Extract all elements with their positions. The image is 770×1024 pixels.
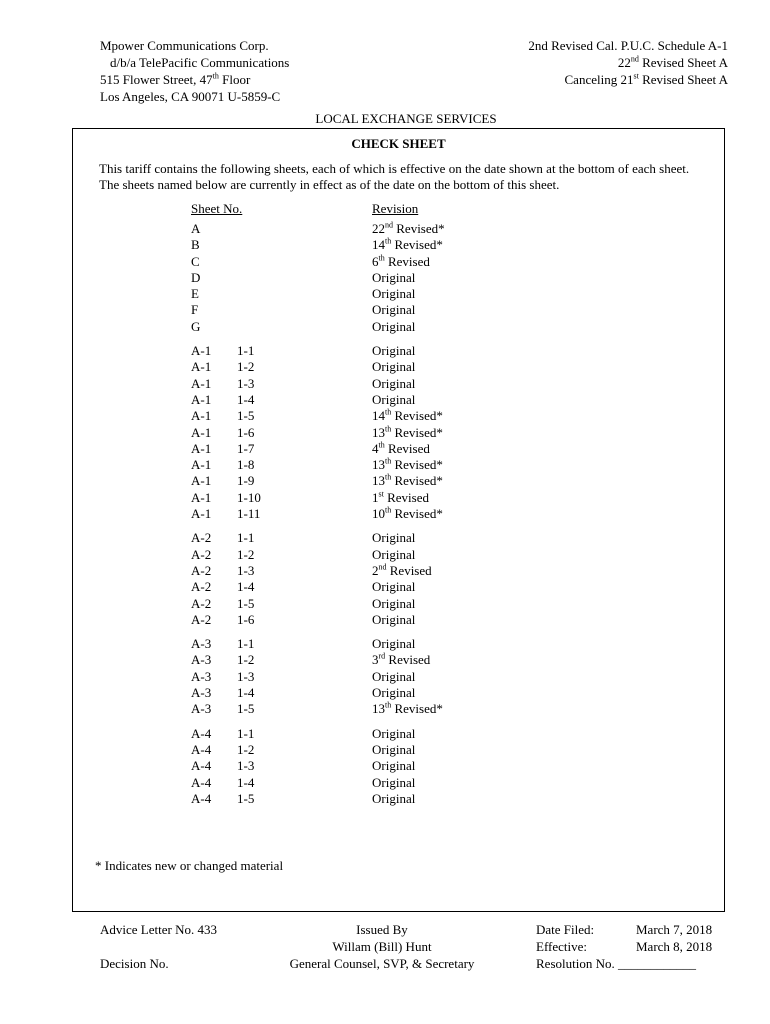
page-no: 1-5 (237, 701, 255, 717)
revision (372, 685, 415, 701)
revision-text: Original (372, 758, 416, 774)
revision (372, 376, 415, 392)
sheet-row (73, 506, 724, 522)
sheet-row (73, 636, 724, 652)
page-no: 1-2 (237, 741, 255, 757)
sheet-row (73, 775, 724, 791)
sheet-no: A-3 (191, 685, 212, 701)
check-sheet-title: CHECK SHEET (351, 136, 446, 151)
revision (372, 726, 415, 742)
revision-suffix: st (378, 489, 384, 499)
revision (372, 547, 415, 563)
sheet-no: A-1 (191, 473, 212, 489)
revision-text: Original (372, 725, 416, 741)
revision (372, 408, 443, 424)
revision-number: 1 (372, 489, 379, 505)
revision-text: Original (372, 595, 416, 611)
group-gap (73, 628, 724, 636)
effective-label: Effective: (536, 939, 588, 954)
street-address-main: 515 Flower Street, 47 (100, 72, 213, 87)
revision (372, 758, 415, 774)
sheet-row (73, 376, 724, 392)
resolution-no: Resolution No. ____________ (536, 956, 696, 971)
revision-text: Revised* (391, 408, 443, 424)
page-no: 1-6 (237, 611, 255, 627)
sheet-no: B (191, 237, 200, 253)
revision-text: Original (372, 302, 416, 318)
page-no: 1-4 (237, 579, 255, 595)
schedule-line: 2nd Revised Cal. P.U.C. Schedule A-1 (528, 38, 728, 53)
revision (372, 221, 445, 237)
page-no: 1-3 (237, 562, 255, 578)
sheet-row (73, 457, 724, 473)
page-no: 1-3 (237, 758, 255, 774)
revision-text: Revised (385, 652, 431, 668)
revision (372, 669, 415, 685)
sheet-no: A-1 (191, 391, 212, 407)
sheet-no: A-1 (191, 440, 212, 456)
page-no: 1-4 (237, 774, 255, 790)
page-no: 1-7 (237, 440, 255, 456)
revision (372, 596, 415, 612)
page-no: 1-2 (237, 546, 255, 562)
sheet-row (73, 392, 724, 408)
page-no: 1-1 (237, 725, 255, 741)
revision (372, 701, 443, 717)
page-no: 1-2 (237, 359, 255, 375)
revision-number: 22 (372, 221, 385, 236)
sheet-no: A-4 (191, 790, 212, 806)
sheet-row (73, 221, 724, 237)
revision-suffix: th (378, 440, 385, 450)
date-filed-value: March 7, 2018 (636, 922, 713, 937)
revision (372, 490, 429, 506)
street-address-suffix: th (212, 71, 219, 81)
revision-number: 3 (372, 652, 379, 668)
revision-text: Original (372, 685, 416, 701)
sheet-row (73, 791, 724, 807)
revision-suffix: rd (378, 652, 386, 662)
revision (372, 506, 443, 522)
revision (372, 579, 415, 595)
revision (372, 791, 415, 807)
sheet-no: A-4 (191, 741, 212, 757)
sheet-no: A-2 (191, 611, 212, 627)
group-gap (73, 335, 724, 343)
revision-number: 13 (372, 457, 385, 473)
sheet-no: A-1 (191, 457, 212, 473)
sheet-row (73, 359, 724, 375)
issuer-name: Willam (Bill) Hunt (332, 939, 432, 954)
sheet-no: A-4 (191, 725, 212, 741)
revision (372, 652, 430, 668)
sheet-no: A-1 (191, 424, 212, 440)
revision-text: Original (372, 318, 416, 334)
group-gap (73, 718, 724, 726)
footer-right-values (636, 922, 712, 956)
revised-suffix: nd (630, 54, 639, 64)
revision-text: Original (372, 530, 416, 546)
sheet-row (73, 563, 724, 579)
sheet-row (73, 343, 724, 359)
street-address (100, 72, 289, 89)
revision (372, 359, 415, 375)
sheet-no: A-1 (191, 408, 212, 424)
city-line: Los Angeles, CA 90071 U-5859-C (100, 89, 281, 104)
revision-text: Original (372, 668, 416, 684)
group-gap (73, 522, 724, 530)
sheet-row (73, 742, 724, 758)
revision-number: 13 (372, 424, 385, 440)
service-title: LOCAL EXCHANGE SERVICES (315, 111, 497, 126)
sheet-row (73, 441, 724, 457)
revision (372, 319, 415, 335)
sheet-no: G (191, 318, 201, 334)
revision-number: 13 (372, 701, 385, 717)
footer-center (282, 922, 482, 973)
header-left (100, 38, 289, 106)
revision-number: 13 (372, 473, 385, 489)
page-no: 1-9 (237, 473, 255, 489)
page-no: 1-4 (237, 391, 255, 407)
revision-text: Original (372, 636, 416, 652)
revision-text: Revised* (391, 701, 443, 717)
effective-value: March 8, 2018 (636, 939, 713, 954)
page-no: 1-10 (237, 489, 261, 505)
sheet-no: A-1 (191, 359, 212, 375)
sheet-no: A-2 (191, 562, 212, 578)
canceling-line (528, 72, 728, 89)
page-no: 1-1 (237, 530, 255, 546)
revision-number: 4 (372, 440, 379, 456)
revision-text: Original (372, 286, 416, 302)
revision-text: Original (372, 375, 416, 391)
sheet-row (73, 547, 724, 563)
revision-number: 2 (372, 562, 379, 578)
revision-text: Revised* (391, 457, 443, 473)
sheet-row (73, 490, 724, 506)
revision-text: Original (372, 611, 416, 627)
revision (372, 636, 415, 652)
revision-number: 10 (372, 506, 385, 522)
sheet-no: A-3 (191, 636, 212, 652)
canceling-text: Revised Sheet A (638, 72, 728, 87)
revised-text: Revised Sheet A (638, 55, 728, 70)
sheet-no: A-2 (191, 579, 212, 595)
revision-text: Revised (383, 489, 429, 505)
sheet-row (73, 425, 724, 441)
check-sheet-box (72, 128, 725, 912)
revision-suffix: th (385, 505, 392, 515)
revision (372, 457, 443, 473)
revision-suffix: th (385, 456, 392, 466)
street-address-floor: Floor (218, 72, 251, 87)
sheet-no: A-3 (191, 668, 212, 684)
sheet-no: A-4 (191, 758, 212, 774)
sheet-no: A-3 (191, 701, 212, 717)
revision (372, 441, 430, 457)
dba-name: d/b/a TelePacific Communications (110, 55, 290, 70)
sheet-row (73, 726, 724, 742)
revised-num: 22 (617, 55, 631, 70)
sheet-row (73, 237, 724, 253)
revision (372, 473, 443, 489)
page-no: 1-2 (237, 652, 255, 668)
page-no: 1-5 (237, 595, 255, 611)
column-header-revision: Revision (372, 201, 419, 216)
sheet-no: A-4 (191, 774, 212, 790)
revision (372, 775, 415, 791)
sheet-no: D (191, 269, 201, 285)
sheet-row (73, 596, 724, 612)
issued-by: Issued By (356, 922, 408, 937)
company-name: Mpower Communications Corp. (100, 38, 269, 53)
sheet-row (73, 270, 724, 286)
sheet-row (73, 254, 724, 270)
sheet-no: A-1 (191, 375, 212, 391)
date-filed-label: Date Filed: (536, 922, 595, 937)
page-no: 1-3 (237, 375, 255, 391)
revision-text: Revised* (393, 221, 445, 236)
page-no: 1-4 (237, 685, 255, 701)
revision-text: Original (372, 343, 416, 359)
footer-left (100, 922, 217, 973)
canceling-suffix: st (633, 71, 639, 81)
sheet-row (73, 669, 724, 685)
revision (372, 425, 443, 441)
sheet-row (73, 579, 724, 595)
sheet-no: A-2 (191, 546, 212, 562)
sheet-list (73, 221, 724, 807)
sheet-row (73, 652, 724, 668)
revision (372, 530, 415, 546)
revision (372, 343, 415, 359)
revision-text: Original (372, 774, 416, 790)
page-no: 1-5 (237, 408, 255, 424)
revision (372, 254, 430, 270)
revision (372, 612, 415, 628)
revision-suffix: nd (378, 562, 387, 572)
sheet-no: A-1 (191, 489, 212, 505)
revision-suffix: nd (385, 220, 393, 230)
advice-letter: Advice Letter No. 433 (100, 922, 217, 937)
revision (372, 270, 415, 286)
revision-text: Original (372, 546, 416, 562)
sheet-row (73, 302, 724, 318)
sheet-row (73, 408, 724, 424)
revision-suffix: th (385, 236, 392, 246)
sheet-row (73, 473, 724, 489)
revision (372, 237, 443, 253)
revision-text: Original (372, 790, 416, 806)
page-no: 1-6 (237, 424, 255, 440)
sheet-no: A-2 (191, 595, 212, 611)
page-no: 1-8 (237, 457, 255, 473)
sheet-row (73, 758, 724, 774)
decision-no: Decision No. (100, 956, 169, 971)
revision-number: 6 (372, 253, 379, 269)
revised-sheet-line (528, 55, 728, 72)
revision-text: Original (372, 391, 416, 407)
sheet-no: C (191, 253, 200, 269)
revision-text: Revised (384, 440, 430, 456)
sheet-row (73, 701, 724, 717)
canceling-num: Canceling 21 (564, 72, 634, 87)
sheet-no: A-2 (191, 530, 212, 546)
revision-text: Revised (386, 562, 432, 578)
issuer-title: General Counsel, SVP, & Secretary (289, 956, 475, 971)
intro-paragraph: This tariff contains the following sheets, each of which is effective on the date shown at the bottom of each sheet. The sheets named below are currently in effect as of the date on the bottom of this sheet. (99, 161, 690, 192)
column-header-sheet-no: Sheet No. (191, 201, 243, 216)
revision-text: Revised* (391, 424, 443, 440)
page-no: 1-3 (237, 668, 255, 684)
page-no: 1-5 (237, 790, 255, 806)
revision-text: Revised (384, 253, 430, 269)
revision-text: Revised* (391, 473, 443, 489)
sheet-row (73, 685, 724, 701)
sheet-row (73, 612, 724, 628)
footnote: * Indicates new or changed material (95, 858, 284, 873)
sheet-no: A-1 (191, 343, 212, 359)
header-right (528, 38, 728, 89)
revision-text: Original (372, 359, 416, 375)
page-no: 1-11 (237, 506, 261, 522)
revision-text: Original (372, 741, 416, 757)
sheet-no: A-3 (191, 652, 212, 668)
revision-suffix: th (385, 424, 392, 434)
sheet-row (73, 530, 724, 546)
sheet-row (73, 319, 724, 335)
revision-text: Original (372, 269, 416, 285)
sheet-no: A (191, 221, 201, 236)
revision-number: 14 (372, 237, 385, 253)
revision-text: Revised* (391, 506, 443, 522)
sheet-no: E (191, 286, 199, 302)
sheet-row (73, 286, 724, 302)
page-no: 1-1 (237, 343, 255, 359)
revision-text: Original (372, 579, 416, 595)
revision (372, 302, 415, 318)
revision-suffix: th (385, 700, 392, 710)
revision-suffix: th (385, 473, 392, 483)
revision-text: Revised* (391, 237, 443, 253)
revision-number: 14 (372, 408, 385, 424)
revision (372, 286, 415, 302)
revision (372, 392, 415, 408)
page-no: 1-1 (237, 636, 255, 652)
sheet-no: A-1 (191, 506, 212, 522)
revision (372, 742, 415, 758)
revision (372, 563, 432, 579)
sheet-no: F (191, 302, 199, 318)
revision-suffix: th (378, 253, 385, 263)
revision-suffix: th (385, 407, 392, 417)
